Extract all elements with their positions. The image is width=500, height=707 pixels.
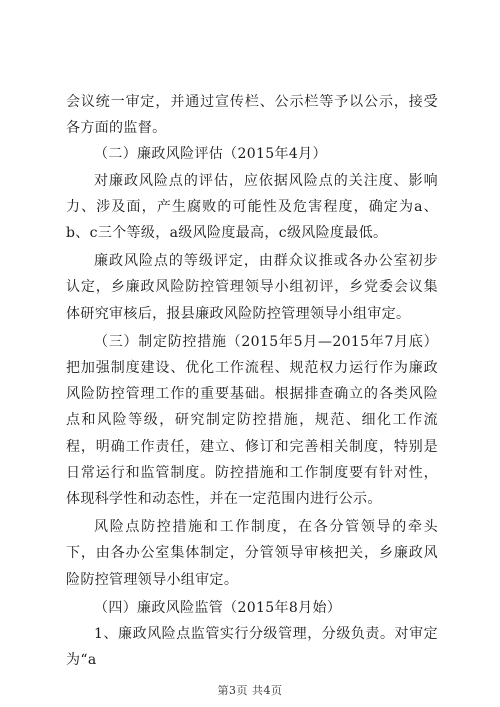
paragraph-measures-formulation: 风险点防控措施和工作制度，在各分管领导的牵头下，由各办公室集体制定，分管领导审核把关，乡廉政风险防控管理领导小组审定。 (66, 519, 438, 588)
paragraph-risk-grading: 廉政风险点的等级评定，由群众议推或各办公室初步认定，乡廉政风险防控管理领导小组初评，乡党委会议集体研究审核后，报县廉政风险防控管理领导小组审定。 (66, 253, 438, 322)
section-heading-risk-supervision: （四）廉政风险监管（2015年8月始） (94, 599, 342, 616)
section-heading-risk-assessment: （二）廉政风险评估（2015年4月） (94, 146, 327, 163)
paragraph-control-measures: （三）制定防控措施（2015年5月—2015年7月底）把加强制度建设、优化工作流程、规范权力运行作为廉政风险防控管理工作的重要基础。根据排查确立的各类风险点和风险等级，研究制定防控措施，规范、细化工作流程，明确工作责任，建立、修订和完善相关制度，特别是日常运行和监管制度。防控措施和工作制度要有针对性，体现科学性和动态性，并在一定范围内进行公示。 (66, 333, 438, 508)
paragraph-continuation: 会议统一审定，并通过宣传栏、公示栏等予以公示，接受各方面的监督。 (66, 94, 438, 137)
paragraph-supervision-item-1: 1、廉政风险点监管实行分级管理，分级负责。对审定为“a (66, 626, 438, 669)
paragraph-risk-assessment: 对廉政风险点的评估，应依据风险点的关注度、影响力、涉及面，产生腐败的可能性及危害程度，确定为a、b、c三个等级，a级风险度最高，c级风险度最低。 (66, 172, 438, 242)
document-body (66, 89, 438, 673)
page-footer: 第3页 共4页 (217, 684, 283, 697)
